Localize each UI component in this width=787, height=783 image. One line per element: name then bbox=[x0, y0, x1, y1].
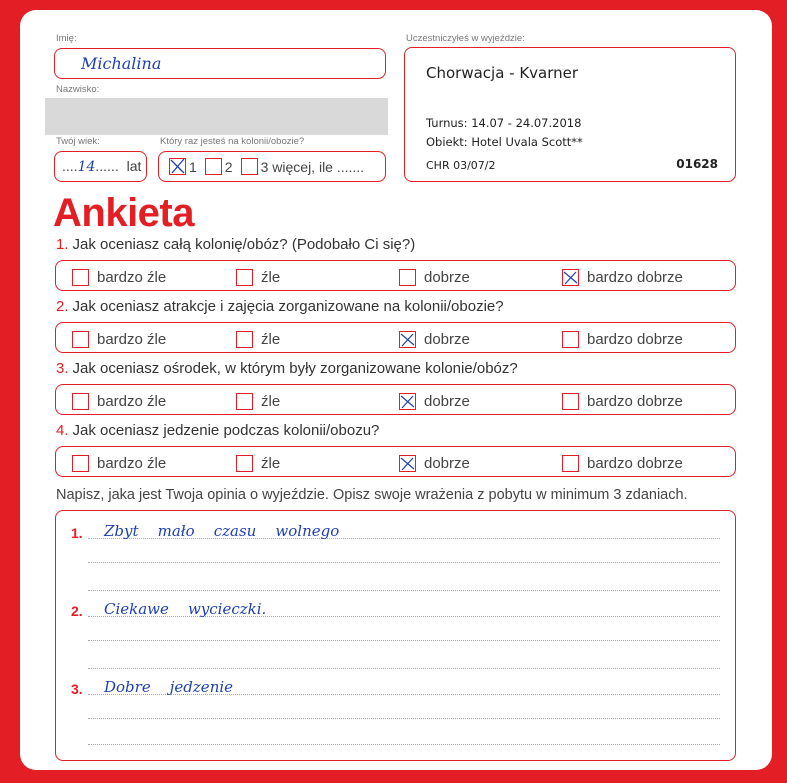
age-dots-before: .... bbox=[62, 158, 78, 174]
question-3 bbox=[56, 360, 518, 377]
option-label: źle bbox=[261, 455, 281, 472]
survey-title: Ankieta bbox=[53, 191, 194, 235]
option-checkbox[interactable] bbox=[236, 455, 253, 472]
option-2 bbox=[236, 455, 280, 472]
option-4 bbox=[562, 393, 683, 410]
name-value: Michalina bbox=[81, 54, 162, 73]
answer-number: 1. bbox=[71, 525, 83, 541]
name-field[interactable] bbox=[54, 48, 386, 79]
option-checkbox[interactable] bbox=[72, 269, 89, 286]
option-4 bbox=[562, 331, 683, 348]
answer-number: 3. bbox=[71, 681, 83, 697]
age-label: Twój wiek: bbox=[56, 136, 100, 147]
option-4 bbox=[562, 455, 683, 472]
trip-turnus: Turnus: 14.07 - 24.07.2018 bbox=[426, 116, 582, 130]
participated-label: Uczestniczyłeś w wyjeździe: bbox=[406, 33, 525, 44]
option-checkbox[interactable] bbox=[236, 331, 253, 348]
age-value: 14 bbox=[77, 159, 96, 175]
check-mark-icon bbox=[562, 269, 579, 286]
option-label: bardzo źle bbox=[97, 331, 167, 348]
times-1-checkbox[interactable] bbox=[169, 158, 186, 175]
question-text: Jak oceniasz jedzenie podczas kolonii/obozu? bbox=[72, 422, 380, 439]
question-2-options bbox=[55, 322, 736, 353]
writing-line bbox=[88, 590, 720, 591]
option-3 bbox=[399, 269, 470, 286]
option-label: bardzo dobrze bbox=[587, 393, 683, 410]
age-dots-after: ...... bbox=[95, 158, 119, 174]
opinion-prompt: Napisz, jaka jest Twoja opinia o wyjeździe. Opisz swoje wrażenia z pobytu w minimum 3 zdaniach. bbox=[56, 487, 688, 503]
option-label: źle bbox=[261, 331, 281, 348]
option-label: dobrze bbox=[424, 331, 470, 348]
writing-line bbox=[88, 718, 720, 719]
option-1 bbox=[72, 269, 166, 286]
option-checkbox[interactable] bbox=[399, 393, 416, 410]
option-3 bbox=[399, 331, 470, 348]
writing-line bbox=[88, 744, 720, 745]
check-mark-icon bbox=[399, 393, 416, 410]
times-2-label: 2 bbox=[224, 158, 233, 175]
option-checkbox[interactable] bbox=[399, 331, 416, 348]
opinion-box[interactable] bbox=[55, 510, 736, 761]
times-2-checkbox[interactable] bbox=[205, 158, 222, 175]
trip-info-box bbox=[404, 47, 736, 182]
option-checkbox[interactable] bbox=[562, 269, 579, 286]
times-3-label: 3 więcej, ile ....... bbox=[260, 158, 365, 175]
surname-redacted bbox=[45, 98, 388, 135]
writing-line bbox=[88, 562, 720, 563]
option-4 bbox=[562, 269, 683, 286]
option-label: bardzo dobrze bbox=[587, 455, 683, 472]
name-label: Imię: bbox=[56, 33, 77, 44]
option-checkbox[interactable] bbox=[72, 393, 89, 410]
age-field[interactable] bbox=[54, 151, 147, 182]
check-mark-icon bbox=[399, 331, 416, 348]
option-label: bardzo dobrze bbox=[587, 331, 683, 348]
answer-number: 2. bbox=[71, 603, 83, 619]
option-checkbox[interactable] bbox=[562, 331, 579, 348]
option-checkbox[interactable] bbox=[72, 455, 89, 472]
trip-code: CHR 03/07/2 bbox=[426, 159, 496, 172]
option-label: źle bbox=[261, 269, 281, 286]
option-label: bardzo dobrze bbox=[587, 269, 683, 286]
question-4 bbox=[56, 422, 379, 439]
age-line bbox=[62, 158, 141, 175]
option-label: źle bbox=[261, 393, 281, 410]
question-4-options bbox=[55, 446, 736, 477]
option-checkbox[interactable] bbox=[236, 269, 253, 286]
option-3 bbox=[399, 393, 470, 410]
question-1-options bbox=[55, 260, 736, 291]
option-1 bbox=[72, 393, 166, 410]
option-label: dobrze bbox=[424, 455, 470, 472]
question-text: Jak oceniasz atrakcje i zajęcia zorganizowane na kolonii/obozie? bbox=[72, 298, 504, 315]
check-mark-icon bbox=[169, 158, 186, 175]
which-time-field bbox=[158, 151, 386, 182]
option-checkbox[interactable] bbox=[562, 393, 579, 410]
writing-line bbox=[88, 668, 720, 669]
option-2 bbox=[236, 393, 280, 410]
question-number: 3. bbox=[56, 360, 69, 377]
question-1 bbox=[56, 236, 415, 253]
which-time-label: Który raz jesteś na kolonii/obozie? bbox=[160, 136, 305, 147]
trip-destination: Chorwacja - Kvarner bbox=[426, 64, 579, 82]
question-text: Jak oceniasz całą kolonię/obóz? (Podobało Ci się?) bbox=[72, 236, 416, 253]
answer-text: Zbyt mało czasu wolnego bbox=[104, 522, 340, 540]
times-3-checkbox[interactable] bbox=[241, 158, 258, 175]
option-2 bbox=[236, 331, 280, 348]
option-label: dobrze bbox=[424, 393, 470, 410]
times-1-label: 1 bbox=[189, 158, 197, 175]
option-label: bardzo źle bbox=[97, 455, 167, 472]
option-label: dobrze bbox=[424, 269, 470, 286]
option-2 bbox=[236, 269, 280, 286]
option-checkbox[interactable] bbox=[399, 269, 416, 286]
trip-obiekt: Obiekt: Hotel Uvala Scott** bbox=[426, 135, 583, 149]
question-number: 4. bbox=[56, 422, 69, 439]
question-number: 2. bbox=[56, 298, 69, 315]
check-mark-icon bbox=[399, 455, 416, 472]
option-1 bbox=[72, 331, 166, 348]
question-2 bbox=[56, 298, 504, 315]
question-text: Jak oceniasz ośrodek, w którym były zorganizowane kolonie/obóz? bbox=[72, 360, 518, 377]
option-label: bardzo źle bbox=[97, 269, 167, 286]
option-checkbox[interactable] bbox=[562, 455, 579, 472]
trip-number: 01628 bbox=[676, 157, 718, 171]
option-checkbox[interactable] bbox=[72, 331, 89, 348]
surname-label: Nazwisko: bbox=[56, 84, 100, 95]
writing-line bbox=[88, 640, 720, 641]
answer-text: Dobre jedzenie bbox=[104, 678, 234, 696]
option-3 bbox=[399, 455, 470, 472]
age-unit: lat bbox=[126, 158, 142, 174]
option-label: bardzo źle bbox=[97, 393, 167, 410]
option-checkbox[interactable] bbox=[399, 455, 416, 472]
option-1 bbox=[72, 455, 166, 472]
question-3-options bbox=[55, 384, 736, 415]
question-number: 1. bbox=[56, 236, 69, 253]
option-checkbox[interactable] bbox=[236, 393, 253, 410]
answer-text: Ciekawe wycieczki. bbox=[104, 600, 267, 618]
